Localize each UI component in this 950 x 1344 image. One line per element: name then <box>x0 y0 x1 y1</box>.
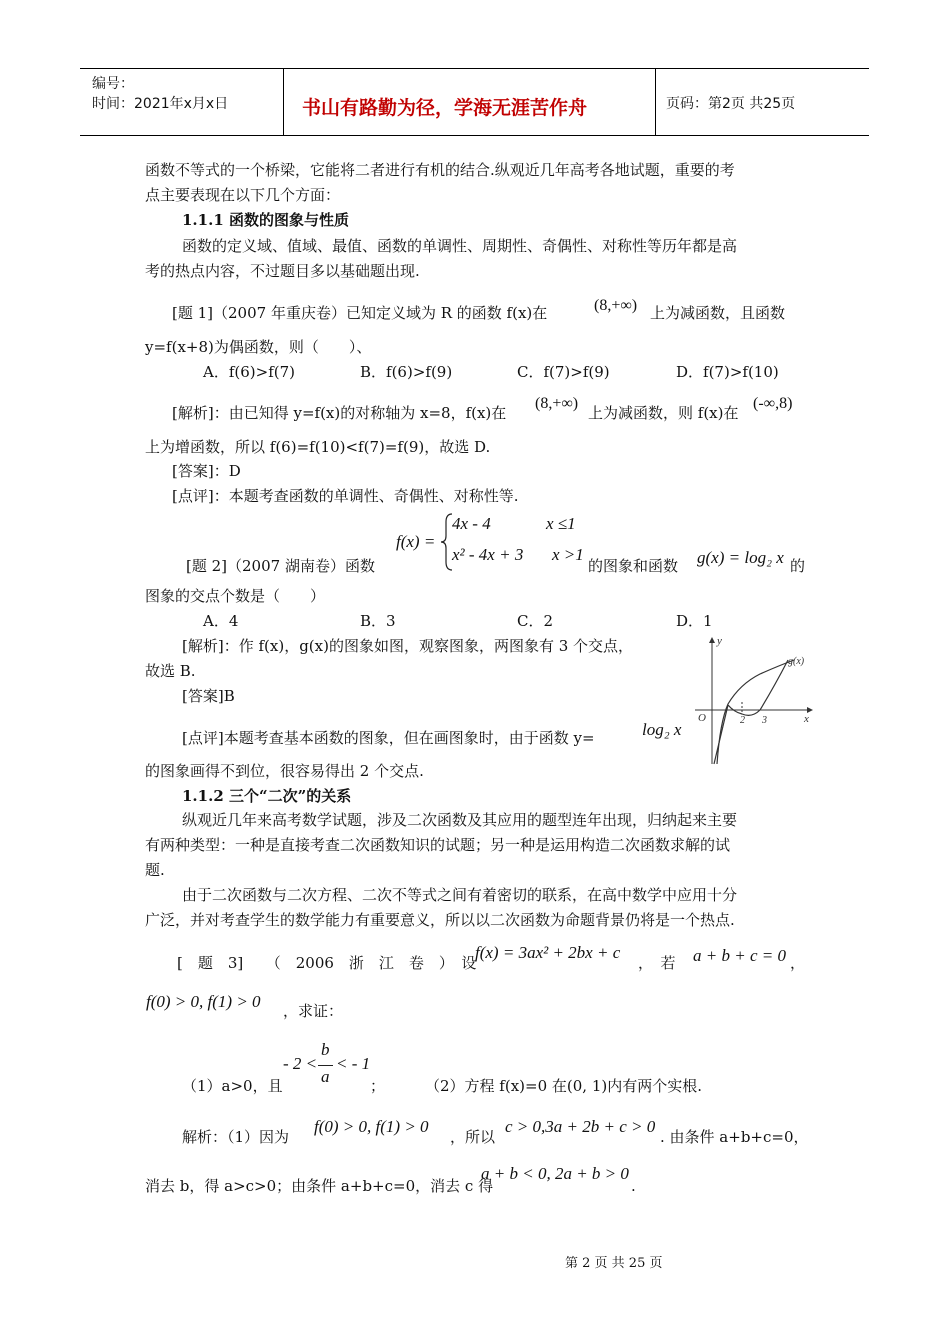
problem3-sol2-end: . <box>631 1177 636 1195</box>
problem1-statement-cont: 上为减函数，且函数 <box>650 304 786 322</box>
header-divider <box>655 69 656 135</box>
page-header <box>80 68 869 136</box>
problem1-option-d: D．f(7)>f(10) <box>676 363 779 381</box>
problem1-analysis-cont: 上为减函数，则 f(x)在 <box>588 404 739 422</box>
problem1-statement: [题 1]（2007 年重庆卷）已知定义域为 R 的函数 f(x)在 <box>172 304 548 322</box>
page-footer: 第 2 页 共 25 页 <box>565 1256 663 1271</box>
problem3-sol-cond: f(0) > 0, f(1) > 0 <box>314 1117 429 1136</box>
problem3-solution-line2: 消去 b，得 a>c>0；由条件 a+b+c=0，消去 c 得 <box>145 1177 494 1195</box>
intro-line: 点主要表现在以下几个方面： <box>145 186 341 204</box>
tick-label-3: 3 <box>762 715 767 726</box>
problem2-analysis: [解析]：作 f(x)，g(x)的图象如图，观察图象，两图象有 3 个交点， <box>182 637 634 655</box>
problem2-comment-line2: 的图象画得不到位，很容易得出 2 个交点. <box>145 762 424 780</box>
problem3-if: ， 若 <box>638 954 676 972</box>
header-page-info: 页码：第2页 共25页 <box>666 96 796 112</box>
section-title: 1.1.1 函数的图象与性质 <box>182 211 349 229</box>
problem2-comment-log: log₂ x <box>642 720 682 739</box>
header-time-label: 时间：2021年x月x日 <box>92 96 229 112</box>
piecewise-case2-cond: x >1 <box>552 545 584 564</box>
frac-denominator: a <box>321 1067 330 1086</box>
header-number-label: 编号： <box>92 76 134 92</box>
g-curve <box>717 660 794 764</box>
fraction-bar <box>318 1065 333 1066</box>
problem3-solution: 解析：（1）因为 <box>182 1128 290 1146</box>
problem3-sol-so: ，所以 <box>450 1128 496 1146</box>
problem2-statement-line2: 图象的交点个数是（ ） <box>145 587 326 605</box>
problem3-sol2-result: a + b < 0, 2a + b > 0 <box>481 1164 629 1183</box>
problem1-analysis-interval: (-∞,8) <box>753 395 793 412</box>
problem3-label: [ 题 3] （ 2006 浙 江 卷 ） 设 <box>177 954 477 972</box>
problem2-statement: [题 2]（2007 湖南卷）函数 <box>186 557 375 575</box>
paragraph-line: 由于二次函数与二次方程、二次不等式之间有着密切的联系，在高中数学中应用十分 <box>182 886 738 904</box>
problem2-analysis-line2: 故选 B. <box>145 662 196 680</box>
paragraph-line: 考的热点内容，不过题目多以基础题出现. <box>145 262 420 280</box>
intro-line: 函数不等式的一个桥梁，它能将二者进行有机的结合.纵观近几年高考各地试题，重要的考 <box>145 161 735 179</box>
f-curve <box>728 660 788 715</box>
paragraph-line: 有两种类型：一种是直接考查二次函数知识的试题；另一种是运用构造二次函数求解的试 <box>145 836 731 854</box>
problem3-semicolon: ； <box>370 1077 386 1095</box>
problem3-part1: （1）a>0，且 <box>182 1077 283 1095</box>
origin-label: O <box>698 712 706 724</box>
problem3-cond2: f(0) > 0, f(1) > 0 <box>146 992 261 1011</box>
paragraph-line: 函数的定义域、值域、最值、函数的单调性、周期性、奇偶性、对称性等历年都是高 <box>182 237 738 255</box>
piecewise-case1-expr: 4x - 4 <box>452 514 491 533</box>
function-graph <box>690 632 820 767</box>
problem2-option-a: A．4 <box>203 612 239 630</box>
problem1-option-a: A．f(6)>f(7) <box>203 363 295 381</box>
paragraph-line: 题. <box>145 861 165 879</box>
problem1-answer: [答案]：D <box>172 462 241 480</box>
problem1-statement-line2: y=f(x+8)为偶函数，则（ ）、 <box>145 338 372 356</box>
piecewise-case2-expr: x² - 4x + 3 <box>452 545 524 564</box>
tick-label-2: 2 <box>740 715 745 726</box>
problem3-part2: （2）方程 f(x)=0 在(0, 1)内有两个实根. <box>425 1077 703 1095</box>
ineq-right: < - 1 <box>336 1054 371 1073</box>
problem2-answer: [答案]B <box>182 687 235 705</box>
piecewise-fx-label: f(x) = <box>396 532 436 551</box>
problem3-sol-result: c > 0,3a + 2b + c > 0 <box>505 1117 656 1136</box>
problem3-comma: ， <box>790 954 806 972</box>
problem2-statement-end: 的 <box>790 557 806 575</box>
problem1-comment: [点评]：本题考查函数的单调性、奇偶性、对称性等. <box>172 487 519 505</box>
problem1-option-c: C．f(7)>f(9) <box>517 363 610 381</box>
header-motto: 书山有路勤为径，学海无涯苦作舟 <box>302 97 588 119</box>
problem2-option-b: B．3 <box>360 612 396 630</box>
piecewise-case1-cond: x ≤1 <box>546 514 576 533</box>
problem1-analysis-interval: (8,+∞) <box>535 395 579 412</box>
problem1-analysis-line2: 上为增函数，所以 f(6)=f(10)<f(7)=f(9)，故选 D. <box>145 438 491 456</box>
problem2-statement-cont: 的图象和函数 <box>588 557 679 575</box>
x-axis-label: x <box>804 713 809 725</box>
frac-numerator: b <box>321 1040 330 1059</box>
problem2-option-d: D．1 <box>676 612 713 630</box>
ineq-left: - 2 < <box>283 1054 318 1073</box>
problem1-option-b: B．f(6)>f(9) <box>360 363 453 381</box>
paragraph-line: 广泛，并对考查学生的数学能力有重要意义，所以以二次函数为命题背景仍将是一个热点. <box>145 911 735 929</box>
problem2-option-c: C．2 <box>517 612 554 630</box>
problem1-interval: (8,+∞) <box>594 297 638 314</box>
problem2-gx: g(x) = log₂ x <box>697 548 784 567</box>
problem3-prove: ，求证： <box>283 1002 344 1020</box>
problem3-cond1: a + b + c = 0 <box>693 946 786 965</box>
problem1-analysis: [解析]：由已知得 y=f(x)的对称轴为 x=8，f(x)在 <box>172 404 507 422</box>
problem3-fx: f(x) = 3ax² + 2bx + c <box>475 943 621 962</box>
problem3-sol-cont: . 由条件 a+b+c=0， <box>660 1128 809 1146</box>
f-line <box>714 705 728 764</box>
y-axis-label: y <box>717 635 722 647</box>
paragraph-line: 纵观近几年来高考数学试题，涉及二次函数及其应用的题型连年出现，归纳起来主要 <box>182 811 738 829</box>
problem2-comment: [点评]本题考查基本函数的图象，但在画图象时，由于函数 y= <box>182 729 595 747</box>
g-label: g(x) <box>788 656 805 667</box>
header-divider <box>283 69 284 135</box>
section-title: 1.1.2 三个“二次”的关系 <box>182 787 352 805</box>
